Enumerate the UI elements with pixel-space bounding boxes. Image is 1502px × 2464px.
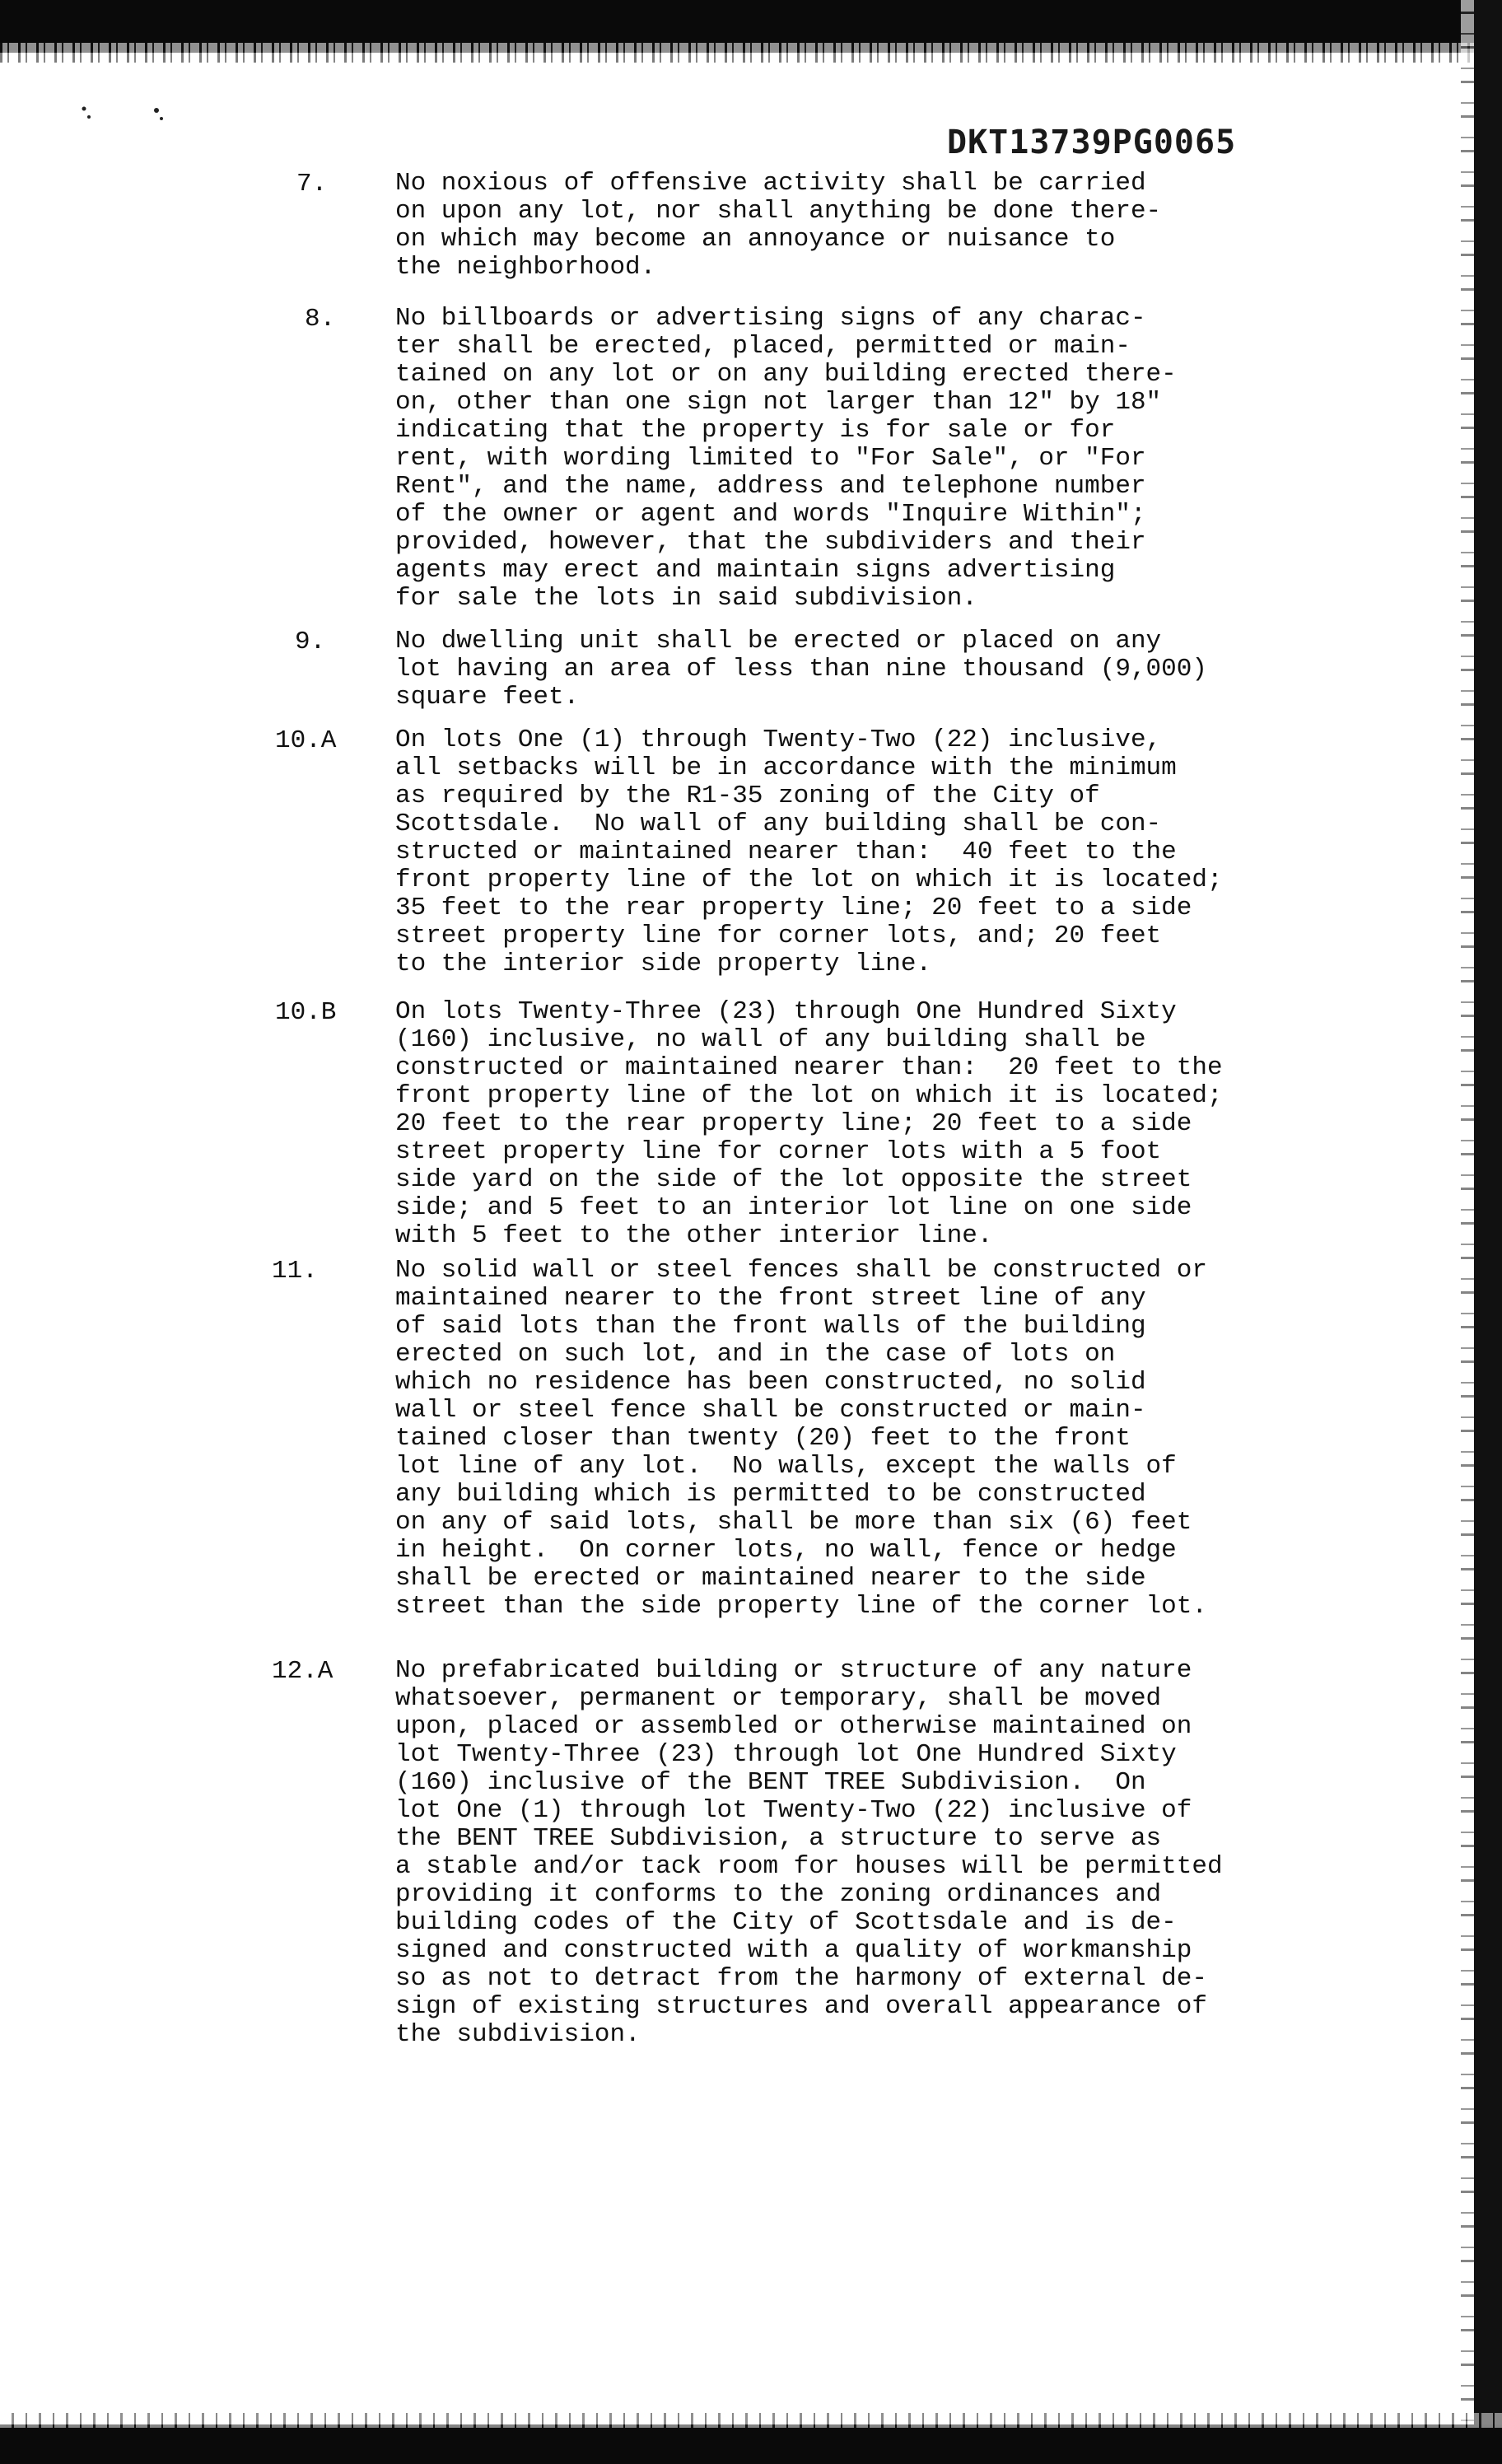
clause-line: side; and 5 feet to an interior lot line on one side bbox=[395, 1193, 1192, 1222]
clause-line: erected on such lot, and in the case of lots on bbox=[395, 1340, 1116, 1369]
clause-line: all setbacks will be in accordance with the minimum bbox=[395, 754, 1177, 782]
docket-number: DKT13739PG0065 bbox=[947, 124, 1237, 161]
clause-line: tained closer than twenty (20) feet to the front bbox=[395, 1424, 1131, 1453]
clause-line: building codes of the City of Scottsdale and is de- bbox=[395, 1908, 1177, 1937]
clause-line: any building which is permitted to be constructed bbox=[395, 1480, 1146, 1509]
clause-number: 9. bbox=[295, 628, 326, 656]
clause-line: of the owner or agent and words "Inquire Within"; bbox=[395, 500, 1146, 529]
clause-line: on upon any lot, nor shall anything be done there- bbox=[395, 197, 1162, 226]
clause-line: lot One (1) through lot Twenty-Two (22) inclusive of bbox=[395, 1796, 1192, 1825]
clause-line: street property line for corner lots with a 5 foot bbox=[395, 1137, 1162, 1166]
clause-line: Rent", and the name, address and telephone number bbox=[395, 472, 1146, 501]
scan-noise-top bbox=[0, 43, 1502, 63]
clause-line: providing it conforms to the zoning ordinances and bbox=[395, 1880, 1162, 1909]
clause-line: wall or steel fence shall be constructed or main- bbox=[395, 1396, 1146, 1425]
clause-body bbox=[395, 170, 1367, 282]
clause-line: 20 feet to the rear property line; 20 feet to a side bbox=[395, 1109, 1192, 1138]
clause-line: lot line of any lot. No walls, except the walls of bbox=[395, 1452, 1177, 1481]
clause-line: on, other than one sign not larger than 12" by 18" bbox=[395, 388, 1162, 417]
clause-body bbox=[395, 1257, 1367, 1621]
clause-line: street than the side property line of the corner lot. bbox=[395, 1592, 1207, 1621]
clause-line: No prefabricated building or structure of any nature bbox=[395, 1656, 1192, 1685]
clause-line: whatsoever, permanent or temporary, shall be moved bbox=[395, 1684, 1162, 1713]
scan-noise-bottom bbox=[0, 2413, 1502, 2428]
clause-line: as required by the R1-35 zoning of the City of bbox=[395, 782, 1100, 810]
clause-number: 8. bbox=[305, 305, 336, 334]
clause-line: No dwelling unit shall be erected or placed on any bbox=[395, 627, 1162, 656]
scan-noise-right bbox=[1461, 0, 1474, 2464]
clause-line: (160) inclusive, no wall of any building shall be bbox=[395, 1025, 1146, 1054]
clause-body bbox=[395, 998, 1367, 1250]
clause-line: shall be erected or maintained nearer to the side bbox=[395, 1564, 1146, 1593]
clause-line: indicating that the property is for sale or for bbox=[395, 416, 1116, 445]
clause-line: front property line of the lot on which it is located; bbox=[395, 1081, 1223, 1110]
clause-line: On lots One (1) through Twenty-Two (22) inclusive, bbox=[395, 726, 1162, 754]
clause-line: signed and constructed with a quality of workmanship bbox=[395, 1936, 1192, 1965]
clause-line: (160) inclusive of the BENT TREE Subdivision. On bbox=[395, 1768, 1146, 1797]
clause-body bbox=[395, 628, 1367, 712]
clause-line: the neighborhood. bbox=[395, 253, 656, 282]
clause-line: constructed or maintained nearer than: 20 feet to the bbox=[395, 1053, 1223, 1082]
clause-line: of said lots than the front walls of the building bbox=[395, 1312, 1146, 1341]
clause-line: so as not to detract from the harmony of external de- bbox=[395, 1964, 1207, 1993]
clause-line: agents may erect and maintain signs advertising bbox=[395, 556, 1116, 585]
clause-body bbox=[395, 1657, 1367, 2049]
clause-line: structed or maintained nearer than: 40 feet to the bbox=[395, 838, 1177, 866]
clause-line: street property line for corner lots, and; 20 feet bbox=[395, 922, 1162, 950]
clause-line: on any of said lots, shall be more than six (6) feet bbox=[395, 1508, 1192, 1537]
clause-line: front property line of the lot on which it is located; bbox=[395, 866, 1223, 894]
scan-border-right bbox=[1474, 0, 1502, 2464]
clause-line: No noxious of offensive activity shall be carried bbox=[395, 169, 1146, 198]
clause-body bbox=[395, 726, 1367, 978]
clause-line: for sale the lots in said subdivision. bbox=[395, 584, 977, 613]
scan-border-bottom bbox=[0, 2424, 1502, 2464]
clause-number: 11. bbox=[272, 1257, 318, 1286]
clause-line: Scottsdale. No wall of any building shall be con- bbox=[395, 810, 1162, 838]
clause-line: provided, however, that the subdividers and their bbox=[395, 528, 1146, 557]
clause-line: in height. On corner lots, no wall, fence or hedge bbox=[395, 1536, 1177, 1565]
clause-line: a stable and/or tack room for houses will be permitted bbox=[395, 1852, 1223, 1881]
clause-number: 10.A bbox=[275, 726, 337, 755]
clause-line: tained on any lot or on any building erected there- bbox=[395, 360, 1177, 389]
clause-line: to the interior side property line. bbox=[395, 950, 932, 978]
clause-line: lot having an area of less than nine thousand (9,000) bbox=[395, 655, 1207, 684]
scan-specks bbox=[59, 102, 175, 127]
clause-line: maintained nearer to the front street line of any bbox=[395, 1284, 1146, 1313]
clause-line: On lots Twenty-Three (23) through One Hundred Sixty bbox=[395, 997, 1177, 1026]
clause-line: sign of existing structures and overall appearance of bbox=[395, 1992, 1207, 2021]
clause-line: which no residence has been constructed, no solid bbox=[395, 1368, 1146, 1397]
clause-line: ter shall be erected, placed, permitted or main- bbox=[395, 332, 1131, 361]
clause-number: 10.B bbox=[275, 998, 337, 1027]
clause-number: 12.A bbox=[272, 1657, 334, 1686]
clause-number: 7. bbox=[296, 170, 328, 198]
clause-line: square feet. bbox=[395, 683, 580, 712]
clause-line: lot Twenty-Three (23) through lot One Hundred Sixty bbox=[395, 1740, 1177, 1769]
clause-line: the BENT TREE Subdivision, a structure to serve as bbox=[395, 1824, 1162, 1853]
clause-body bbox=[395, 305, 1367, 613]
clause-line: with 5 feet to the other interior line. bbox=[395, 1221, 993, 1250]
clause-line: side yard on the side of the lot opposite the street bbox=[395, 1165, 1192, 1194]
clause-line: No solid wall or steel fences shall be constructed or bbox=[395, 1256, 1207, 1285]
clause-line: upon, placed or assembled or otherwise maintained on bbox=[395, 1712, 1192, 1741]
clause-line: 35 feet to the rear property line; 20 feet to a side bbox=[395, 894, 1192, 922]
clause-line: on which may become an annoyance or nuisance to bbox=[395, 225, 1116, 254]
clause-line: rent, with wording limited to "For Sale", or "For bbox=[395, 444, 1146, 473]
clause-line: the subdivision. bbox=[395, 2020, 641, 2049]
clause-line: No billboards or advertising signs of any charac- bbox=[395, 304, 1146, 333]
